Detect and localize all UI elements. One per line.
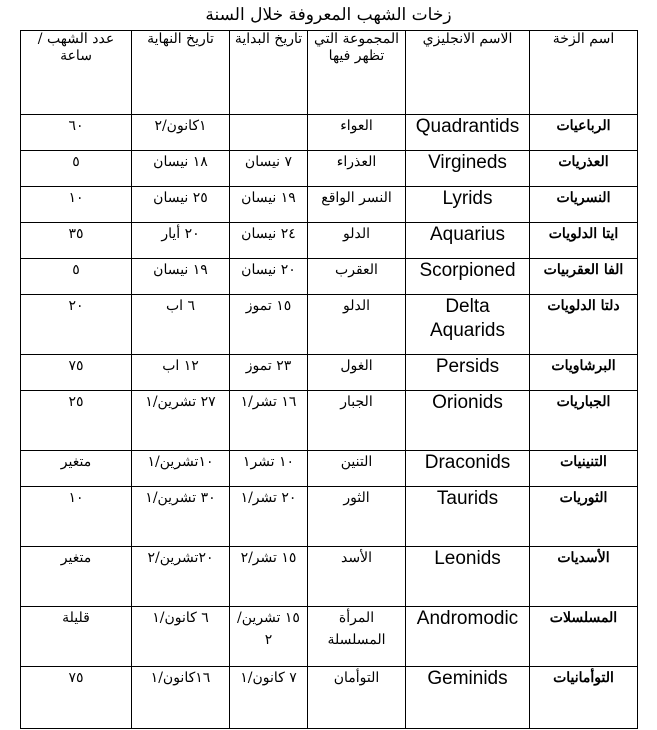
- cell-constellation: الأسد: [308, 547, 406, 607]
- cell-end-date: ٢٠ أيار: [132, 223, 230, 259]
- cell-end-date: ٦ كانون/١: [132, 607, 230, 667]
- table-row: [21, 151, 638, 187]
- cell-rate: ٦٠: [21, 115, 132, 151]
- cell-end-date: ١٨ نيسان: [132, 151, 230, 187]
- cell-start-date: ٧ كانون/١: [230, 667, 308, 729]
- cell-english-name: Draconids: [406, 451, 530, 487]
- header-end-date: تاريخ النهاية: [132, 31, 230, 115]
- cell-end-date: ٢٠تشرين/٢: [132, 547, 230, 607]
- cell-start-date: ١٠ تشر١: [230, 451, 308, 487]
- cell-constellation: الدلو: [308, 223, 406, 259]
- table-row: [21, 355, 638, 391]
- header-constellation: المجموعة التي تظهر فيها: [308, 31, 406, 115]
- table-row: [21, 187, 638, 223]
- cell-constellation: النسر الواقع: [308, 187, 406, 223]
- cell-start-date: ٢٣ تموز: [230, 355, 308, 391]
- header-start-date: تاريخ البداية: [230, 31, 308, 115]
- cell-constellation: التنين: [308, 451, 406, 487]
- cell-start-date: ١٩ نيسان: [230, 187, 308, 223]
- cell-english-name: Quadrantids: [406, 115, 530, 151]
- cell-start-date: ٧ نيسان: [230, 151, 308, 187]
- table-row: [21, 487, 638, 547]
- cell-rate: قليلة: [21, 607, 132, 667]
- cell-end-date: ١كانون/٢: [132, 115, 230, 151]
- cell-constellation: الغول: [308, 355, 406, 391]
- cell-end-date: ٢٧ تشرين/١: [132, 391, 230, 451]
- cell-end-date: ١٢ اب: [132, 355, 230, 391]
- cell-shower-name: الثوريات: [530, 487, 638, 547]
- cell-rate: متغير: [21, 451, 132, 487]
- header-row: [21, 31, 638, 115]
- cell-rate: ٥: [21, 259, 132, 295]
- cell-shower-name: الرباعيات: [530, 115, 638, 151]
- cell-shower-name: دلتا الدلويات: [530, 295, 638, 355]
- table-row: [21, 667, 638, 729]
- cell-start-date: ١٥ تشرين/٢: [230, 607, 308, 667]
- table-row: [21, 295, 638, 355]
- cell-shower-name: ايتا الدلويات: [530, 223, 638, 259]
- cell-start-date: ٢٠ نيسان: [230, 259, 308, 295]
- cell-english-name: Lyrids: [406, 187, 530, 223]
- cell-end-date: ٣٠ تشرين/١: [132, 487, 230, 547]
- cell-shower-name: النسريات: [530, 187, 638, 223]
- table-row: [21, 391, 638, 451]
- table-row: [21, 223, 638, 259]
- cell-rate: ١٠: [21, 187, 132, 223]
- cell-start-date: ١٥ تموز: [230, 295, 308, 355]
- cell-constellation: المرأة المسلسلة: [308, 607, 406, 667]
- meteor-showers-table: [20, 30, 638, 729]
- cell-constellation: العذراء: [308, 151, 406, 187]
- cell-constellation: الجبار: [308, 391, 406, 451]
- cell-english-name: Persids: [406, 355, 530, 391]
- cell-rate: ٢٠: [21, 295, 132, 355]
- cell-rate: ٧٥: [21, 355, 132, 391]
- cell-rate: متغير: [21, 547, 132, 607]
- cell-english-name: Virgineds: [406, 151, 530, 187]
- cell-end-date: ٦ اب: [132, 295, 230, 355]
- cell-start-date: ١٥ تشر/٢: [230, 547, 308, 607]
- cell-shower-name: الفا العقربيات: [530, 259, 638, 295]
- cell-shower-name: الأسديات: [530, 547, 638, 607]
- cell-english-name: Geminids: [406, 667, 530, 729]
- header-english-name: الاسم الانجليزي: [406, 31, 530, 115]
- table-row: [21, 451, 638, 487]
- cell-english-name: Orionids: [406, 391, 530, 451]
- cell-english-name: Andromodic: [406, 607, 530, 667]
- cell-english-name: Aquarius: [406, 223, 530, 259]
- cell-end-date: ١٠تشرين/١: [132, 451, 230, 487]
- table-title: زخات الشهب المعروفة خلال السنة: [205, 5, 452, 25]
- table-row: [21, 607, 638, 667]
- cell-shower-name: التنينيات: [530, 451, 638, 487]
- cell-shower-name: المسلسلات: [530, 607, 638, 667]
- cell-shower-name: الجباريات: [530, 391, 638, 451]
- cell-end-date: ١٦كانون/١: [132, 667, 230, 729]
- cell-constellation: العقرب: [308, 259, 406, 295]
- cell-rate: ٣٥: [21, 223, 132, 259]
- header-shower-name: اسم الزخة: [530, 31, 638, 115]
- cell-end-date: ٢٥ نيسان: [132, 187, 230, 223]
- cell-constellation: الدلو: [308, 295, 406, 355]
- cell-constellation: التوأمان: [308, 667, 406, 729]
- cell-english-name: Delta Aquarids: [406, 295, 530, 355]
- cell-constellation: الثور: [308, 487, 406, 547]
- table-row: [21, 547, 638, 607]
- cell-start-date: ٢٠ تشر/١: [230, 487, 308, 547]
- cell-end-date: ١٩ نيسان: [132, 259, 230, 295]
- cell-start-date: ١٦ تشر/١: [230, 391, 308, 451]
- cell-rate: ٥: [21, 151, 132, 187]
- table-row: [21, 115, 638, 151]
- cell-shower-name: العذريات: [530, 151, 638, 187]
- cell-english-name: Scorpioned: [406, 259, 530, 295]
- cell-english-name: Leonids: [406, 547, 530, 607]
- cell-start-date: ٢٤ نيسان: [230, 223, 308, 259]
- cell-rate: ٢٥: [21, 391, 132, 451]
- cell-shower-name: التوأمانيات: [530, 667, 638, 729]
- table-row: [21, 259, 638, 295]
- header-rate: عدد الشهب /ساعة: [21, 31, 132, 115]
- cell-constellation: العواء: [308, 115, 406, 151]
- cell-rate: ١٠: [21, 487, 132, 547]
- cell-rate: ٧٥: [21, 667, 132, 729]
- cell-shower-name: البرشاويات: [530, 355, 638, 391]
- cell-start-date: [230, 115, 308, 151]
- cell-english-name: Taurids: [406, 487, 530, 547]
